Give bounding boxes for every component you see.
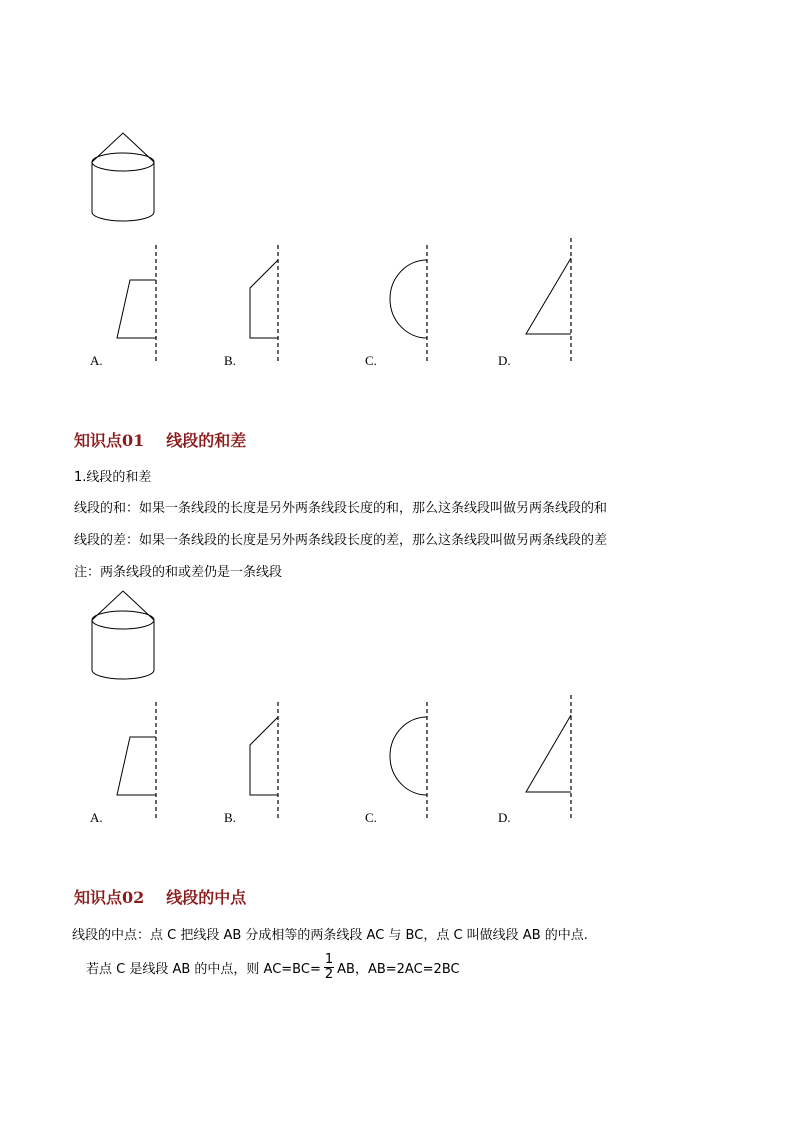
option-a-shape-2: [117, 702, 156, 820]
section2-number: 知识点02: [74, 888, 145, 907]
fraction-denominator: 2: [324, 967, 334, 982]
section2-title: 线段的中点: [166, 888, 247, 907]
section1-title: 线段的和差: [166, 431, 247, 450]
section2-heading: [74, 885, 246, 908]
option-b-shape-2: [250, 702, 278, 820]
option-d-shape-2: [526, 695, 571, 820]
fraction-numerator: 1: [324, 952, 334, 967]
formula-suffix: AB，AB=2AC=2BC: [337, 962, 460, 977]
section1-line-2: 线段的差：如果一条线段的长度是另外两条线段长度的差，那么这条线段叫做另两条线段的差: [74, 533, 608, 548]
section2-formula: [86, 953, 460, 982]
section1-number: 知识点01: [74, 431, 145, 450]
section1-line-3: 注：两条线段的和或差仍是一条线段: [74, 565, 283, 580]
option-c-label: C.: [365, 353, 377, 368]
option-b-label: B.: [224, 353, 236, 368]
option-c-shape-2: [390, 702, 427, 820]
option-a-label-2: A.: [90, 810, 103, 825]
option-d-label-2: D.: [498, 810, 511, 825]
option-c-label-2: C.: [365, 810, 377, 825]
formula-prefix: 若点 C 是线段 AB 的中点，则 AC=BC=: [86, 962, 321, 977]
section1-line-1: 线段的和：如果一条线段的长度是另外两条线段长度的和，那么这条线段叫做另两条线段的和: [74, 501, 608, 516]
option-d-label: D.: [498, 353, 511, 368]
section2-definition: 线段的中点：点 C 把线段 AB 分成相等的两条线段 AC 与 BC，点 C 叫做线段 AB 的中点.: [72, 928, 588, 943]
section1-subtitle: 1.线段的和差: [74, 470, 152, 485]
option-b-label-2: B.: [224, 810, 236, 825]
fraction-one-half: [324, 953, 334, 982]
option-a-label: A.: [90, 353, 103, 368]
